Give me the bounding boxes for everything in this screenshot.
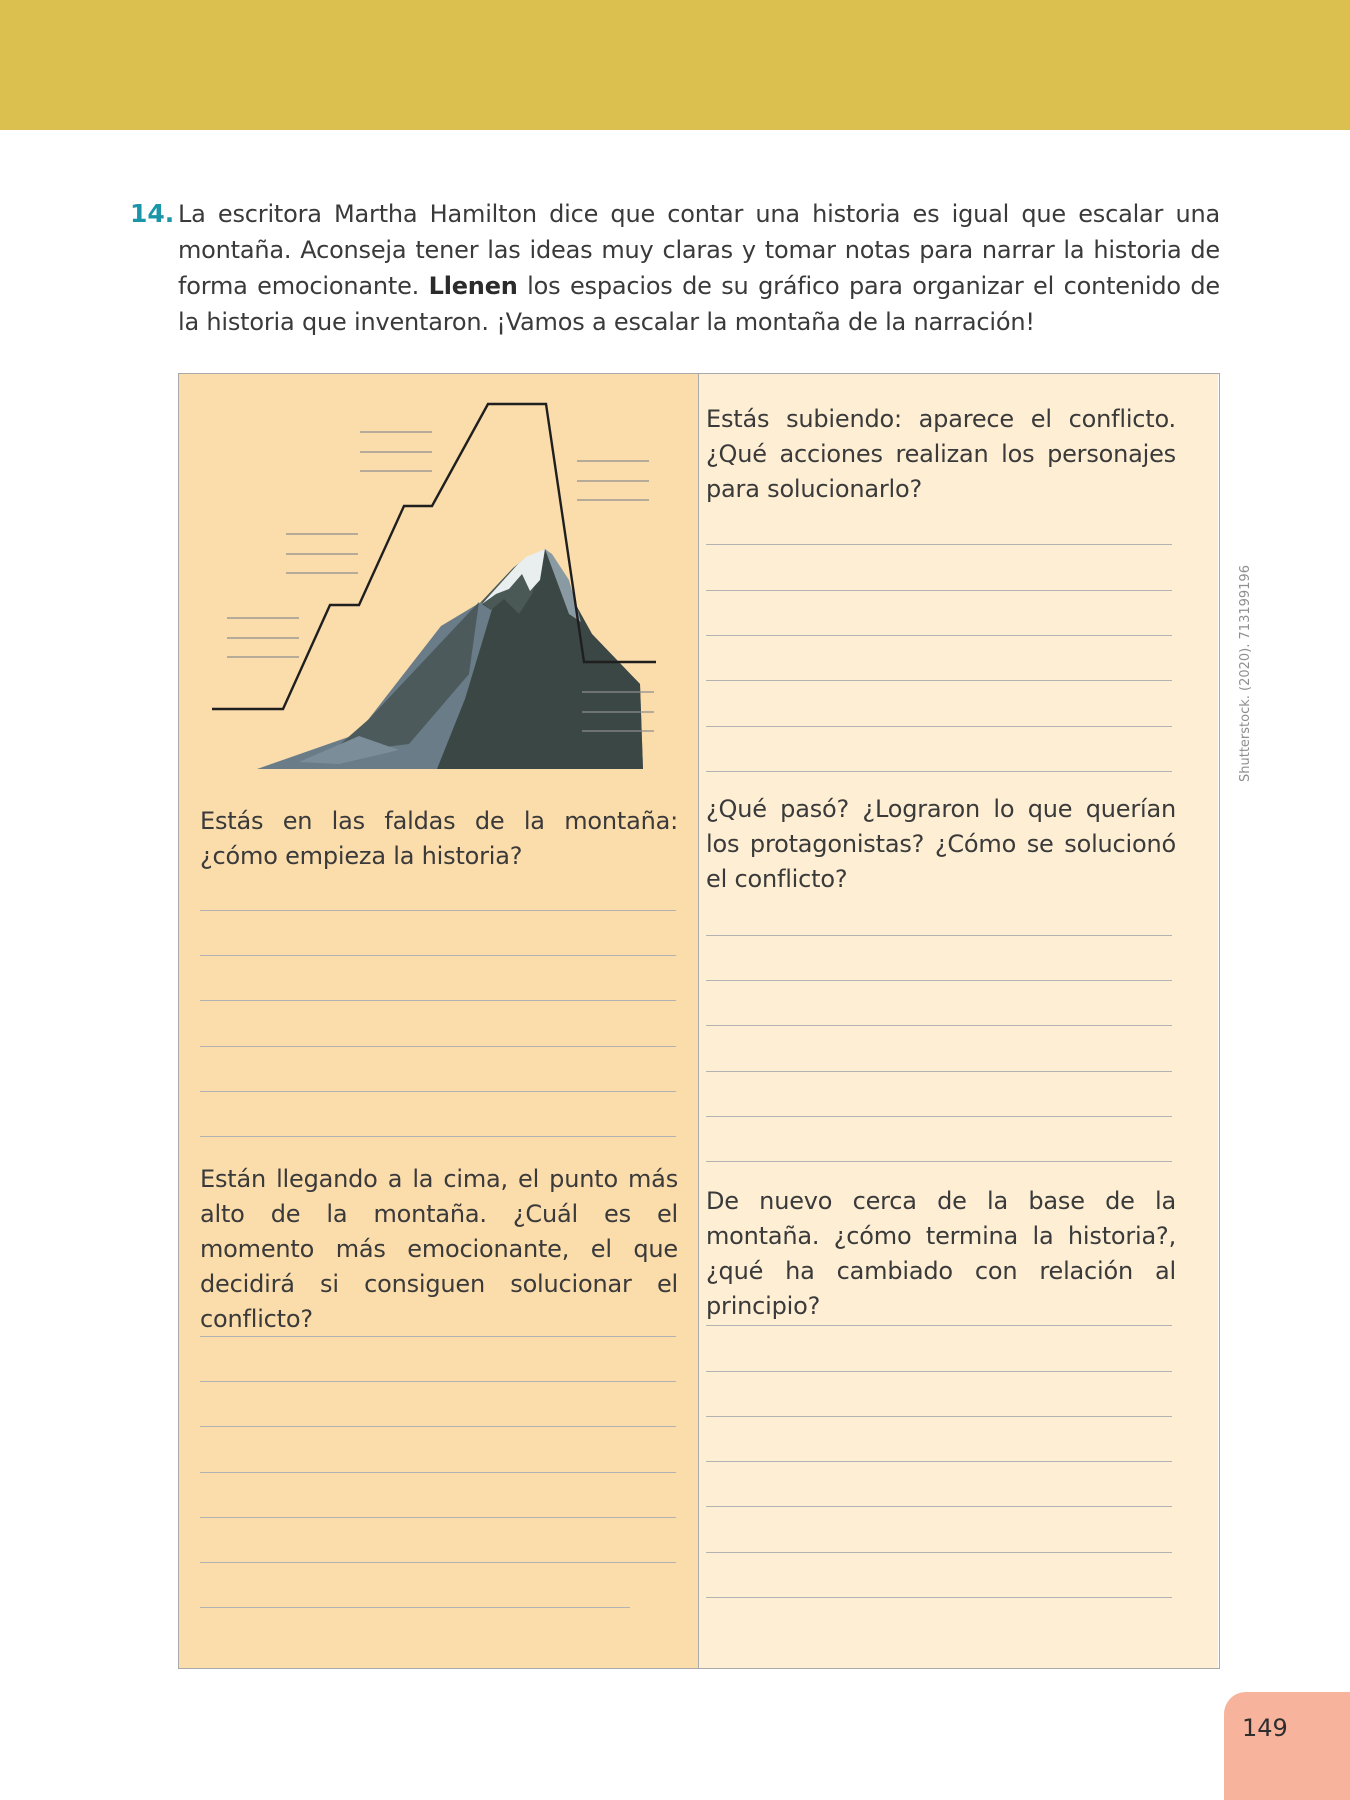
- exercise-instructions: [178, 196, 1220, 340]
- answer-line[interactable]: [706, 1506, 1172, 1507]
- right-column: [699, 374, 1218, 1668]
- page-number: 149: [1242, 1714, 1288, 1742]
- answer-line[interactable]: [200, 1091, 676, 1092]
- instructions-part-2: los espacios de su gráfico para organizar el contenido de la historia que inventaron. ¡Vamos a escalar la montaña de la narración!: [178, 272, 1220, 336]
- header-band: [0, 0, 1350, 130]
- answer-line[interactable]: [200, 1381, 676, 1382]
- instructions-part-1: La escritora Martha Hamilton dice que contar una historia es igual que escalar una montaña. Aconseja tener las ideas muy claras y tomar notas para narrar la historia de forma emocionante.: [178, 200, 1220, 300]
- prompt-start: Estás en las faldas de la montaña: ¿cómo empieza la historia?: [200, 807, 678, 870]
- answer-line[interactable]: [200, 1607, 630, 1608]
- prompt-climb: Estás subiendo: aparece el conflicto. ¿Qué acciones realizan los personajes para solucionarlo?: [706, 405, 1176, 503]
- answer-line[interactable]: [706, 980, 1172, 981]
- left-column: [179, 374, 699, 1668]
- answer-line[interactable]: [706, 1371, 1172, 1372]
- answer-line[interactable]: [200, 1562, 676, 1563]
- answer-line[interactable]: [706, 1116, 1172, 1117]
- story-mountain-organizer: [178, 373, 1220, 1669]
- story-mountain-diagram: [179, 374, 699, 794]
- answer-line[interactable]: [706, 1552, 1172, 1553]
- image-credit: Shutterstock. (2020). 713199196: [1238, 565, 1253, 782]
- answer-line[interactable]: [706, 726, 1172, 727]
- answer-line[interactable]: [706, 635, 1172, 636]
- answer-line[interactable]: [706, 544, 1172, 545]
- mountain-illustration-icon: [257, 549, 643, 769]
- answer-line[interactable]: [706, 935, 1172, 936]
- answer-line[interactable]: [706, 1161, 1172, 1162]
- answer-line[interactable]: [200, 1472, 676, 1473]
- answer-line[interactable]: [706, 590, 1172, 591]
- prompt-peak: Están llegando a la cima, el punto más alto de la montaña. ¿Cuál es el momento más emocionante, el que decidirá si consiguen solucionar el conflicto?: [200, 1165, 678, 1333]
- answer-line[interactable]: [200, 955, 676, 956]
- answer-line[interactable]: [200, 1136, 676, 1137]
- answer-line[interactable]: [706, 1325, 1172, 1326]
- answer-line[interactable]: [706, 1597, 1172, 1598]
- exercise-number: 14.: [130, 199, 175, 228]
- page-number-tab: [1224, 1692, 1350, 1800]
- answer-line[interactable]: [706, 1461, 1172, 1462]
- answer-line[interactable]: [200, 1426, 676, 1427]
- answer-line[interactable]: [706, 680, 1172, 681]
- answer-line[interactable]: [706, 1416, 1172, 1417]
- answer-line[interactable]: [200, 1517, 676, 1518]
- answer-line[interactable]: [200, 1046, 676, 1047]
- prompt-ending: De nuevo cerca de la base de la montaña. ¿cómo termina la historia?, ¿qué ha cambiado con relación al principio?: [706, 1187, 1176, 1320]
- answer-line[interactable]: [706, 1071, 1172, 1072]
- answer-line[interactable]: [200, 1336, 676, 1337]
- instructions-bold-verb: Llenen: [428, 272, 518, 300]
- answer-line[interactable]: [200, 910, 676, 911]
- answer-line[interactable]: [200, 1000, 676, 1001]
- answer-line[interactable]: [706, 1025, 1172, 1026]
- answer-line[interactable]: [706, 771, 1172, 772]
- prompt-resolution: ¿Qué pasó? ¿Lograron lo que querían los protagonistas? ¿Cómo se solucionó el conflicto?: [706, 795, 1176, 893]
